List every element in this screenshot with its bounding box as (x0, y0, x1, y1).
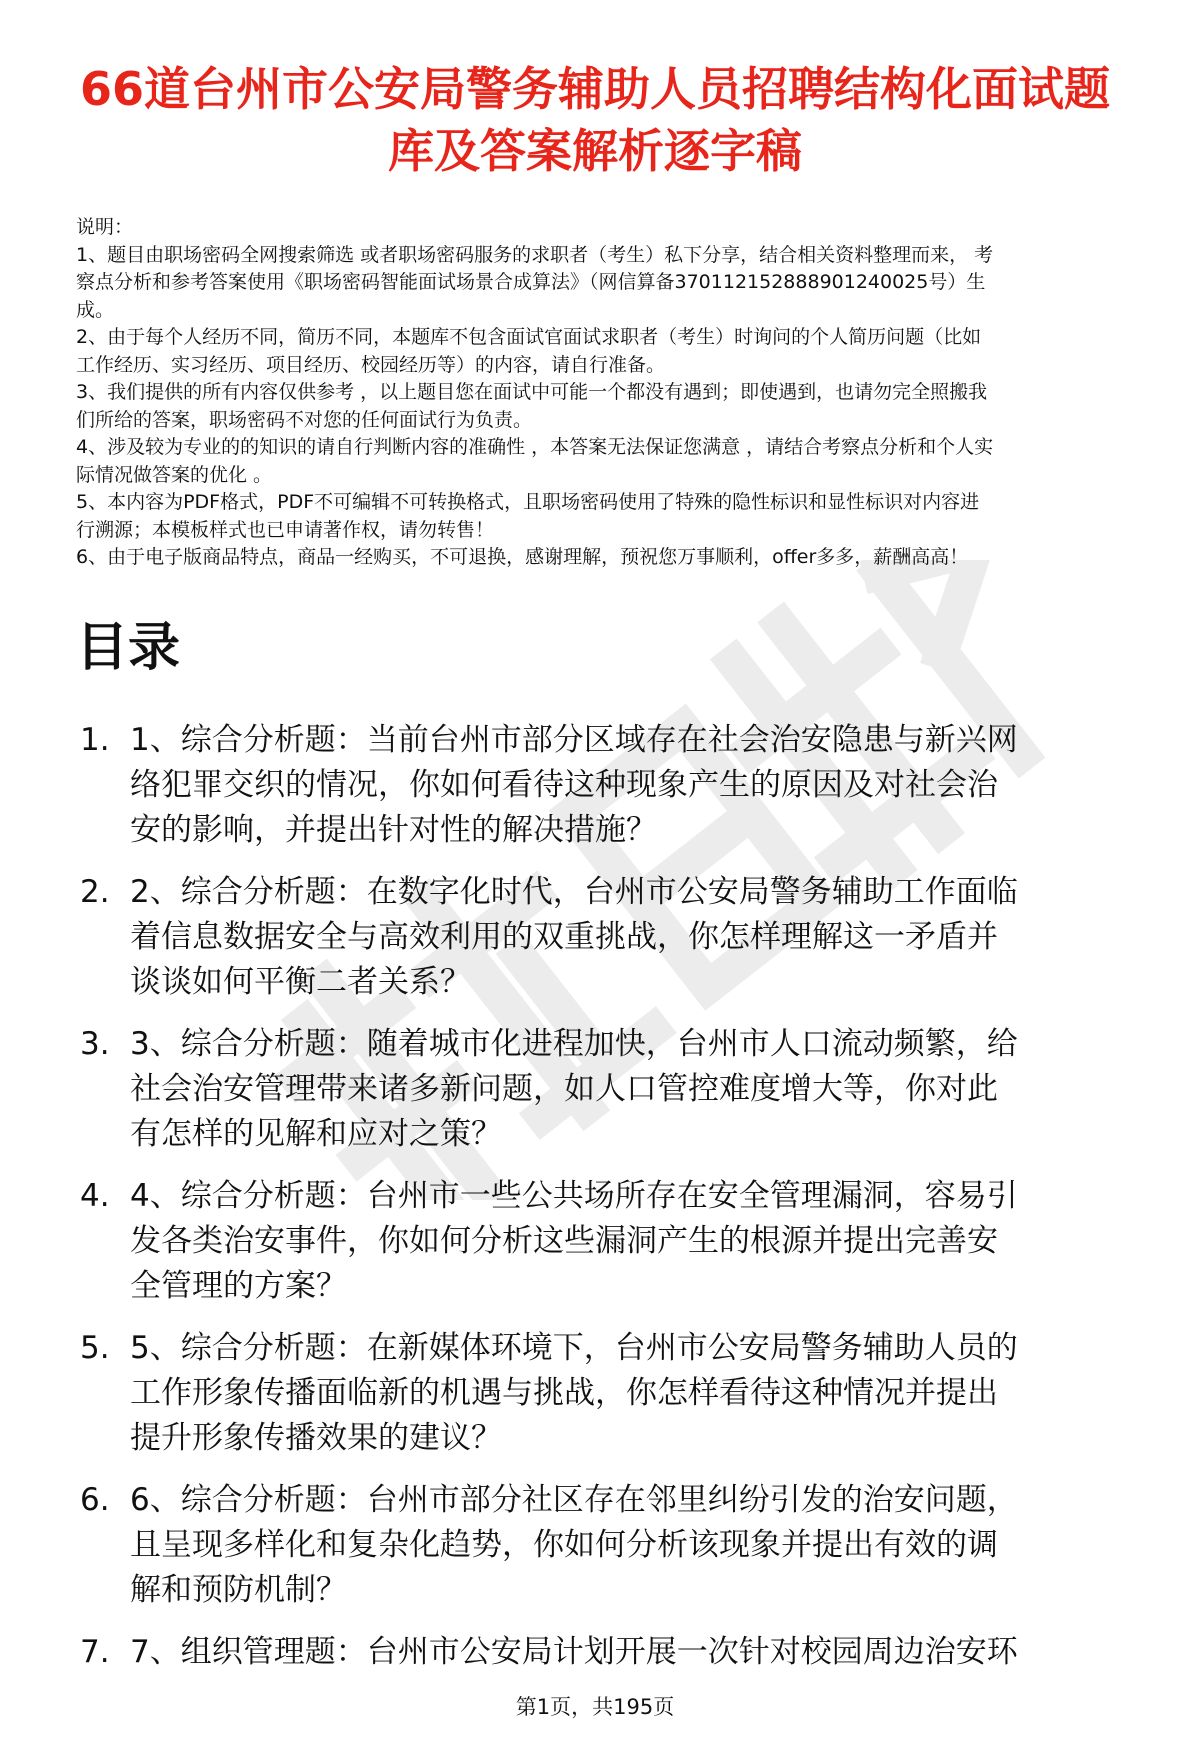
notes-line: 1、题目由职场密码全网搜索筛选 或者职场密码服务的求职者（考生）私下分享，结合相关资料整理而来， 考 (76, 243, 994, 266)
notes-line: 们所给的答案，职场密码不对您的任何面试行为负责。 (76, 408, 533, 431)
notes-line: 6、由于电子版商品特点，商品一经购买，不可退换，感谢理解，预祝您万事顺利，offer多多，薪酬高高！ (76, 546, 969, 568)
toc-heading: 目录 (76, 618, 181, 678)
toc-item-line: 7、组织管理题：台州市公安局计划开展一次针对校园周边治安环 (130, 1634, 1018, 1670)
notes-line: 际情况做答案的优化 。 (76, 463, 273, 486)
toc-item-line: 社会治安管理带来诸多新问题，如人口管控难度增大等，你对此 (130, 1071, 998, 1107)
toc-item-line: 安的影响，并提出针对性的解决措施？ (130, 812, 657, 848)
notes-line: 2、由于每个人经历不同，简历不同，本题库不包含面试官面试求职者（考生）时询问的个人简历问题（比如 (76, 326, 982, 348)
toc-item-line: 5、综合分析题：在新媒体环境下，台州市公安局警务辅助人员的 (130, 1330, 1018, 1366)
toc-item-line: 发各类治安事件，你如何分析这些漏洞产生的根源并提出完善安 (130, 1223, 998, 1259)
toc-item-3[interactable] (76, 1022, 1170, 1157)
toc-item-5[interactable] (76, 1326, 1170, 1461)
toc-item-line: 1、综合分析题：当前台州市部分区域存在社会治安隐患与新兴网 (130, 722, 1018, 758)
toc-item-line: 解和预防机制？ (130, 1572, 347, 1608)
toc-item-line: 3、综合分析题：随着城市化进程加快，台州市人口流动频繁，给 (130, 1026, 1018, 1062)
toc-item-line: 着信息数据安全与高效利用的双重挑战，你怎样理解这一矛盾并 (130, 919, 998, 955)
notes-line: 5、本内容为PDF格式，PDF不可编辑不可转换格式，且职场密码使用了特殊的隐性标识和显性标识对内容进 (76, 491, 980, 513)
notes-line: 行溯源；本模板样式也已申请著作权，请勿转售！ (76, 518, 495, 541)
toc-item-number: 5. (80, 1330, 110, 1366)
toc-item-6[interactable] (76, 1478, 1170, 1613)
toc-item-number: 2. (80, 874, 110, 910)
toc-item-line: 提升形象传播效果的建议？ (130, 1420, 502, 1456)
toc-list (76, 718, 1170, 1692)
toc-item-line: 且呈现多样化和复杂化趋势，你如何分析该现象并提出有效的调 (130, 1527, 998, 1563)
notes-line: 3、我们提供的所有内容仅供参考 ，以上题目您在面试中可能一个都没有遇到；即使遇到，也请勿完全照搬我 (76, 381, 988, 403)
toc-item-line: 谈谈如何平衡二者关系？ (130, 964, 471, 1000)
notes-line: 成。 (76, 298, 115, 321)
notes-line: 4、涉及较为专业的的知识的请自行判断内容的准确性 ，本答案无法保证您满意 ，请结合考察点分析和个人实 (76, 436, 994, 458)
toc-item-number: 4. (80, 1178, 110, 1214)
toc-item-line: 4、综合分析题：台州市一些公共场所存在安全管理漏洞，容易引 (130, 1178, 1018, 1214)
toc-item-number: 7. (80, 1634, 110, 1670)
toc-item-line: 6、综合分析题：台州市部分社区存在邻里纠纷引发的治安问题， (130, 1482, 1018, 1518)
page-footer: 第1页，共195页 (515, 1695, 675, 1719)
toc-item-line: 有怎样的见解和应对之策？ (130, 1116, 502, 1152)
toc-item-4[interactable] (76, 1174, 1170, 1309)
toc-item-2[interactable] (76, 870, 1170, 1005)
toc-item-line: 全管理的方案？ (130, 1268, 347, 1304)
document-title: 66道台州市公安局警务辅助人员招聘结构化面试题库及答案解析逐字稿 (79, 62, 1110, 178)
toc-item-line: 2、综合分析题：在数字化时代，台州市公安局警务辅助工作面临 (130, 874, 1018, 910)
notes-line: 工作经历、实习经历、项目经历、校园经历等）的内容，请自行准备。 (76, 353, 666, 376)
toc-item-number: 1. (80, 722, 110, 758)
toc-item-number: 6. (80, 1482, 110, 1518)
toc-item-1[interactable] (76, 718, 1170, 853)
toc-item-line: 工作形象传播面临新的机遇与挑战，你怎样看待这种情况并提出 (130, 1375, 998, 1411)
toc-item-7[interactable] (76, 1630, 1170, 1675)
toc-item-line: 络犯罪交织的情况，你如何看待这种现象产生的原因及对社会治 (130, 767, 998, 803)
notes-heading: 说明： (76, 216, 134, 238)
notes-section (76, 214, 1166, 572)
notes-line: 察点分析和参考答案使用《职场密码智能面试场景合成算法》（网信算备370112152888901240025号）生 (76, 271, 986, 293)
toc-item-number: 3. (80, 1026, 110, 1062)
